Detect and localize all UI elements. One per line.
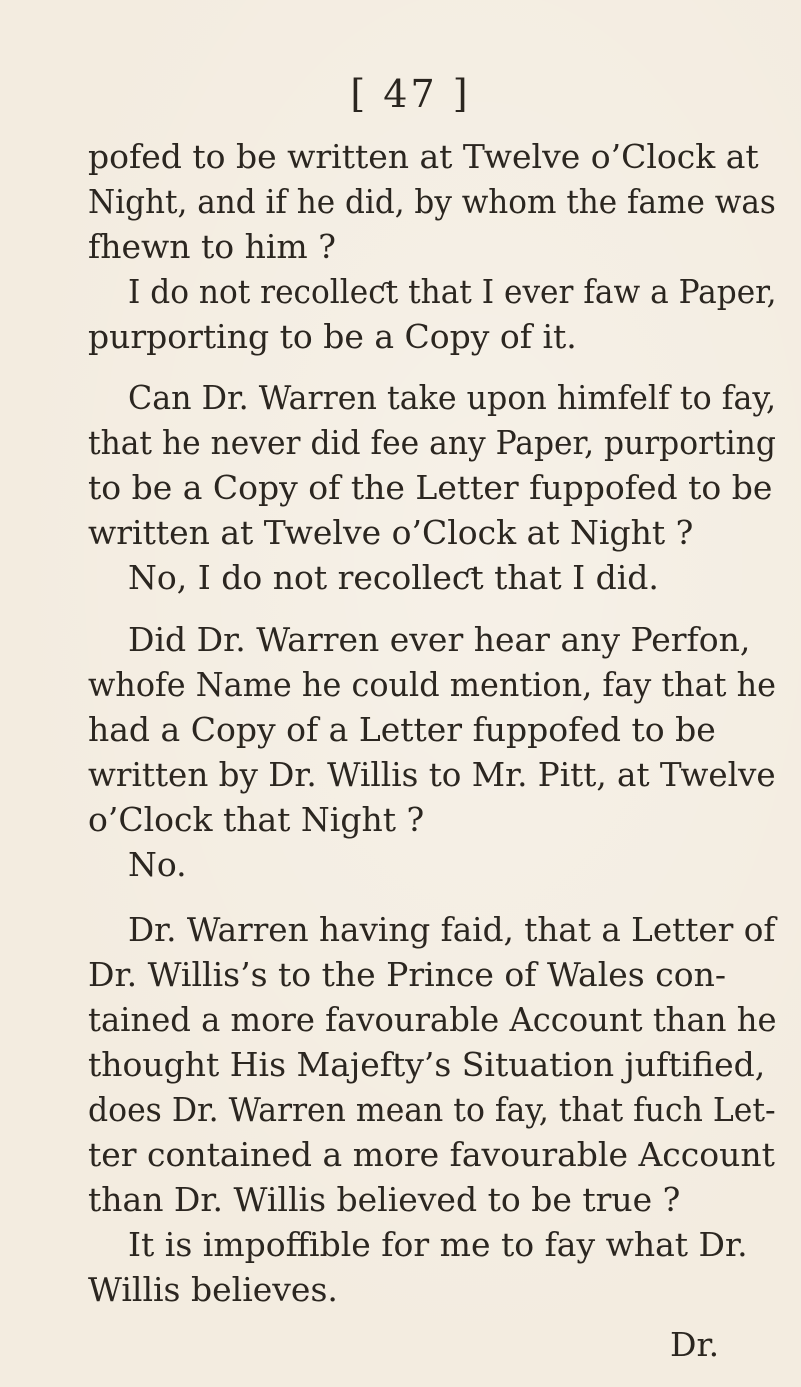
text-line: Night, and if he did, by whom the fame was [88,182,776,221]
text-line: No, I do not recolleƈt that I did. [128,558,659,597]
text-line: It is impoffible for me to fay what Dr. [128,1225,748,1264]
text-line: than Dr. Willis believed to be true ? [88,1180,681,1219]
text-line: o’Clock that Night ? [88,800,425,839]
text-line: I do not recolleƈt that I ever faw a Paper, [128,272,777,311]
text-line: No. [128,845,187,884]
text-line: to be a Copy of the Letter fuppofed to be [88,468,773,507]
text-line: tained a more favourable Account than he [88,1000,777,1039]
text-line: written at Twelve o’Clock at Night ? [88,513,694,552]
text-line: Willis believes. [88,1270,338,1309]
text-line: whofe Name he could mention, fay that he [88,665,777,704]
text-line: fhewn to him ? [88,227,336,266]
text-line: thought His Majefty’s Situation juftified, [88,1045,766,1084]
text-line: Can Dr. Warren take upon himfelf to fay, [128,378,777,417]
text-line: had a Copy of a Letter fuppofed to be [88,710,716,749]
text-line: does Dr. Warren mean to fay, that fuch Let- [88,1090,776,1129]
text-line: that he never did fee any Paper, purporting [88,423,776,462]
text-line: purporting to be a Copy of it. [88,317,577,356]
catchword: Dr. [670,1325,720,1364]
text-line: written by Dr. Willis to Mr. Pitt, at Twelve [88,755,776,794]
page-number-header: [ 47 ] [350,72,471,116]
text-line: Dr. Willis’s to the Prince of Wales con- [88,955,726,994]
text-line: pofed to be written at Twelve o’Clock at [88,137,759,176]
text-line: Did Dr. Warren ever hear any Perfon, [128,620,751,659]
text-line: Dr. Warren having faid, that a Letter of [128,910,776,949]
text-line: ter contained a more favourable Account [88,1135,775,1174]
